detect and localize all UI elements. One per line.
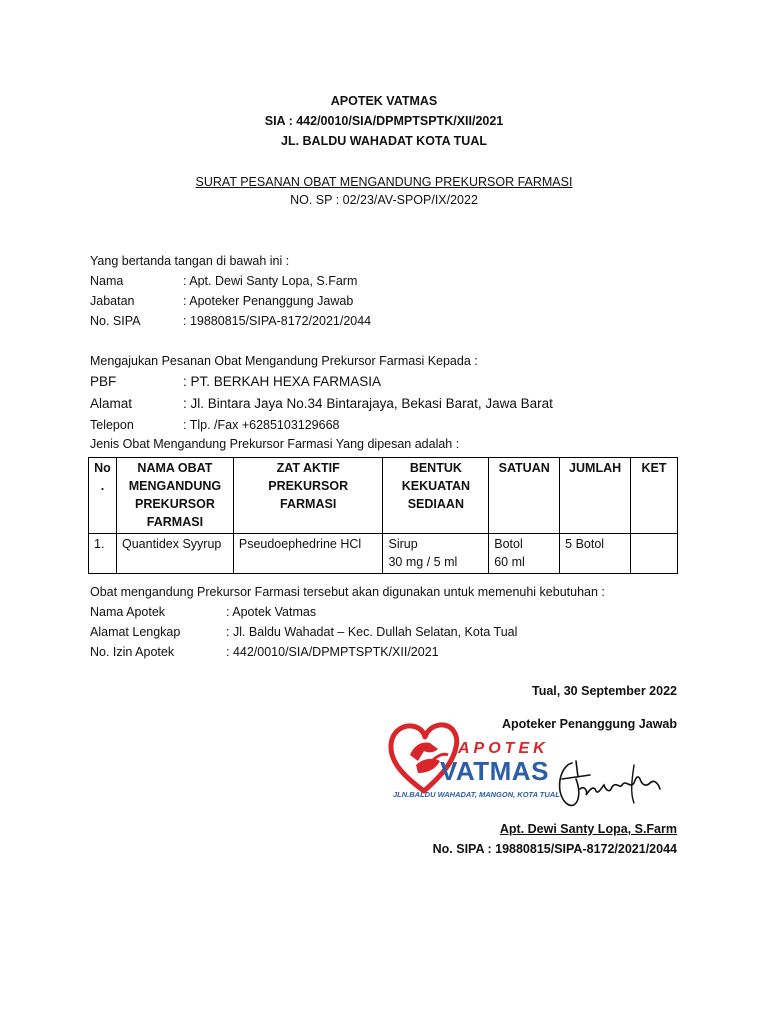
col-header-form-strength: BENTUK KEKUATAN SEDIAAN bbox=[383, 458, 489, 534]
cell-drug-name: Quantidex Syyrup bbox=[116, 534, 233, 574]
col-header-active-ingredient: ZAT AKTIF PREKURSOR FARMASI bbox=[233, 458, 383, 534]
unit-volume: 60 ml bbox=[494, 555, 525, 569]
form-strength: 30 mg / 5 ml bbox=[388, 555, 458, 569]
cell-form-strength bbox=[383, 534, 489, 574]
signer-sipa-row bbox=[90, 314, 371, 328]
cell-unit bbox=[489, 534, 560, 574]
form-type: Sirup bbox=[388, 537, 418, 551]
handwritten-signature bbox=[550, 755, 665, 815]
field-label: Nama bbox=[90, 274, 124, 288]
signer-name-row bbox=[90, 274, 357, 288]
field-value: : 442/0010/SIA/DPMPTSPTK/XII/2021 bbox=[226, 645, 439, 659]
cell-note bbox=[631, 534, 678, 574]
supplier-address-row bbox=[90, 396, 553, 411]
cell-active-ingredient: Pseudoephedrine HCl bbox=[233, 534, 383, 574]
field-value: : Apt. Dewi Santy Lopa, S.Farm bbox=[183, 274, 358, 288]
unit-type: Botol bbox=[494, 537, 523, 551]
field-value: : Apoteker Penanggung Jawab bbox=[183, 294, 354, 308]
supplier-pbf-row bbox=[90, 374, 381, 389]
field-value: : Jl. Bintara Jaya No.34 Bintarajaya, Bekasi Barat, Jawa Barat bbox=[183, 396, 553, 411]
col-header-drug-name: NAMA OBAT MENGANDUNG PREKURSOR FARMASI bbox=[116, 458, 233, 534]
stamp-address: JLN.BALDU WAHADAT, MANGON, KOTA TUAL bbox=[393, 790, 560, 799]
supplier-intro: Mengajukan Pesanan Obat Mengandung Prekursor Farmasi Kepada : bbox=[90, 354, 478, 368]
field-label: Jabatan bbox=[90, 294, 135, 308]
stamp-word: APOTEK bbox=[458, 740, 549, 757]
col-header-quantity: JUMLAH bbox=[560, 458, 631, 534]
col-header-note: KET bbox=[631, 458, 678, 534]
field-value: : Jl. Baldu Wahadat – Kec. Dullah Selatan, Kota Tual bbox=[226, 625, 518, 639]
order-list-intro: Jenis Obat Mengandung Prekursor Farmasi Yang dipesan adalah : bbox=[90, 437, 460, 451]
signer-sipa-number: No. SIPA : 19880815/SIPA-8172/2021/2044 bbox=[432, 842, 677, 856]
field-label: No. SIPA bbox=[90, 314, 141, 328]
signer-role: Apoteker Penanggung Jawab bbox=[501, 717, 677, 731]
field-value: : PT. BERKAH HEXA FARMASIA bbox=[183, 374, 382, 389]
field-label: PBF bbox=[90, 374, 117, 389]
col-header-unit: SATUAN bbox=[489, 458, 560, 534]
cell-no: 1. bbox=[89, 534, 117, 574]
purpose-address-row bbox=[90, 625, 517, 639]
field-label: Alamat bbox=[90, 396, 133, 411]
order-table bbox=[88, 457, 678, 574]
signer-intro: Yang bertanda tangan di bawah ini : bbox=[90, 254, 290, 268]
field-value: : 19880815/SIPA-8172/2021/2044 bbox=[183, 314, 372, 328]
field-label: Nama Apotek bbox=[90, 605, 166, 619]
pharmacy-name: APOTEK VATMAS bbox=[330, 94, 438, 108]
document-number: NO. SP : 02/23/AV-SPOP/IX/2022 bbox=[290, 193, 478, 207]
pharmacy-address: JL. BALDU WAHADAT KOTA TUAL bbox=[281, 134, 487, 148]
pharmacy-sia: SIA : 442/0010/SIA/DPMPTSPTK/XII/2021 bbox=[264, 114, 504, 128]
supplier-phone-row bbox=[90, 418, 340, 432]
field-value: : Apotek Vatmas bbox=[226, 605, 317, 619]
signer-position-row bbox=[90, 294, 353, 308]
place-date: Tual, 30 September 2022 bbox=[532, 684, 677, 698]
pharmacy-stamp-logo bbox=[388, 715, 563, 807]
document-title: SURAT PESANAN OBAT MENGANDUNG PREKURSOR FARMASI bbox=[195, 175, 573, 189]
signer-full-name: Apt. Dewi Santy Lopa, S.Farm bbox=[499, 822, 677, 836]
col-header-no: No . bbox=[89, 458, 117, 534]
cell-quantity: 5 Botol bbox=[560, 534, 631, 574]
table-row bbox=[89, 534, 678, 574]
table-header-row bbox=[89, 458, 678, 534]
field-label: Alamat Lengkap bbox=[90, 625, 181, 639]
purpose-pharmacy-row bbox=[90, 605, 316, 619]
stamp-brand: VATMAS bbox=[440, 756, 549, 786]
purpose-license-row bbox=[90, 645, 439, 659]
field-label: Telepon bbox=[90, 418, 134, 432]
field-value: : Tlp. /Fax +6285103129668 bbox=[183, 418, 340, 432]
field-label: No. Izin Apotek bbox=[90, 645, 175, 659]
purpose-intro: Obat mengandung Prekursor Farmasi tersebut akan digunakan untuk memenuhi kebutuhan : bbox=[90, 585, 605, 599]
